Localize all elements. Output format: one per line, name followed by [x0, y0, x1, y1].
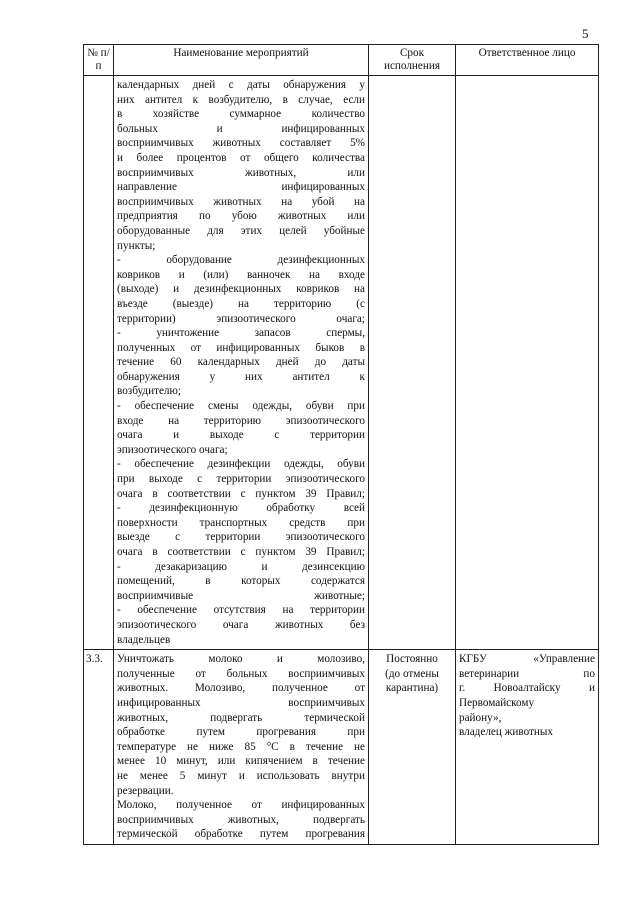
measure-text-line: входе на территорию эпизоотического: [117, 414, 365, 427]
measure-text-line: оборудованные для этих целей убойные: [117, 224, 365, 237]
page-number: 5: [582, 26, 589, 41]
table-row-continued: [84, 76, 599, 650]
measure-text-line: животных, подвергать термической: [117, 711, 365, 724]
measure-text-line: резервации.: [117, 784, 174, 797]
cell-measures-3-3: [114, 650, 369, 845]
measure-text-line: эпизоотического очага;: [117, 443, 228, 456]
measure-text-line: восприимчивых животных, или: [117, 166, 365, 179]
measures-table: [83, 44, 599, 845]
responsible-text-line: г. Новоалтайску и: [459, 682, 595, 695]
measure-text-line: животных. Молозиво, полученное от: [117, 682, 365, 695]
measure-text-line: помещений, в которых содержатся: [117, 575, 365, 588]
measure-text-line: очага и выходе с территории: [117, 429, 365, 442]
header-responsible: Ответственное лицо: [456, 45, 599, 76]
measure-text-line: восприимчивые животные;: [117, 589, 365, 602]
measure-text-line: направление инфицированных: [117, 181, 365, 194]
term-text-line: карантина): [385, 682, 439, 695]
measure-text-line: (выходе) и дезинфекционных ковриков на: [117, 283, 365, 296]
cell-responsible-3-3: [456, 650, 599, 845]
measure-text-line: - дезакаризацию и дезинсекцию: [117, 560, 365, 573]
responsible-text-line: ветеринарии по: [459, 667, 595, 680]
measure-text-line: течение 60 календарных дней до даты: [117, 356, 365, 369]
measure-text-line: восприимчивых животных составляет 5%: [117, 137, 365, 150]
measure-text-line: восприимчивых животных на убой на: [117, 195, 365, 208]
cell-num-empty: [84, 76, 114, 650]
cell-term-3-3: [369, 650, 456, 845]
measure-text-line: обнаружения у них антител к: [117, 370, 365, 383]
table-header-row: [84, 45, 599, 76]
measure-text-line: - дезинфекционную обработку всей: [117, 502, 365, 515]
measure-text-line: в хозяйстве суммарное количество: [117, 108, 365, 121]
measure-text-line: выезде с территории эпизоотического: [117, 531, 365, 544]
measure-text-line: полученных от инфицированных быков в: [117, 341, 365, 354]
responsible-text-line: КГБУ «Управление: [459, 653, 595, 666]
cell-term-empty: [369, 76, 456, 650]
cell-responsible-empty: [456, 76, 599, 650]
measure-text-line: обработке путем прогревания при: [117, 726, 365, 739]
measure-text-line: возбудителю;: [117, 385, 181, 398]
measure-text-line: предприятия по убою животных или: [117, 210, 365, 223]
measure-text-line: полученные от больных восприимчивых: [117, 667, 365, 680]
responsible-text-line: Первомайскому: [459, 696, 535, 709]
measure-text-line: больных и инфицированных: [117, 122, 365, 135]
measure-text-line: календарных дней с даты обнаружения у: [117, 79, 365, 91]
measure-text-line: очага в соответствии с пунктом 39 Правил;: [117, 487, 365, 500]
measure-text-line: и более процентов от общего количества: [117, 151, 365, 164]
header-num: № п/п: [84, 45, 114, 76]
measure-text-line: термической обработке путем прогревания: [117, 828, 365, 841]
measure-text-line: менее 10 минут, или кипячением в течение: [117, 755, 365, 768]
measure-text-line: Молоко, полученное от инфицированных: [117, 799, 365, 812]
measure-text-line: территории) эпизоотического очага;: [117, 312, 365, 325]
table-row-3-3: [84, 650, 599, 845]
measure-text-line: эпизоотического очага животных без: [117, 618, 365, 631]
measure-text-line: поверхности транспортных средств при: [117, 516, 365, 529]
measure-text-line: очага в соответствии с пунктом 39 Правил;: [117, 546, 365, 558]
responsible-text-line: владелец животных: [459, 726, 554, 739]
measure-text-line: - обеспечение смены одежды, обуви при: [117, 400, 365, 413]
measure-text-line: них антител к возбудителю, в случае, если: [117, 93, 365, 106]
measure-text-line: инфицированных восприимчивых: [117, 696, 365, 709]
cell-num-3-3: 3.3.: [84, 650, 114, 845]
measure-text-line: температуре не ниже 85 °С в течение не: [117, 740, 365, 753]
measure-text-line: владельцев: [117, 633, 171, 646]
measure-text-line: не менее 5 минут и использовать внутри: [117, 769, 365, 782]
cell-measures-continued: [114, 76, 369, 650]
measure-text-line: Уничтожать молоко и молозиво,: [117, 653, 365, 666]
term-text-line: (до отмены: [385, 667, 439, 680]
measure-text-line: восприимчивых животных, подвергать: [117, 813, 365, 826]
header-term: Срок исполнения: [369, 45, 456, 76]
measure-text-line: пункты;: [117, 239, 156, 252]
measure-text-line: - обеспечение дезинфекции одежды, обуви: [117, 458, 365, 471]
measure-text-line: при выходе с территории эпизоотического: [117, 473, 365, 486]
responsible-text-line: району»,: [459, 711, 502, 724]
measure-text-line: - уничтожение запасов спермы,: [117, 327, 365, 340]
measure-text-line: въезде (выезде) на территорию (с: [117, 297, 365, 310]
header-name: Наименование мероприятий: [114, 45, 369, 76]
measure-text-line: - обеспечение отсутствия на территории: [117, 604, 365, 617]
measure-text-line: - оборудование дезинфекционных: [117, 254, 365, 267]
measure-text-line: ковриков и (или) ванночек на входе: [117, 268, 365, 281]
term-text-line: Постоянно: [386, 653, 438, 666]
